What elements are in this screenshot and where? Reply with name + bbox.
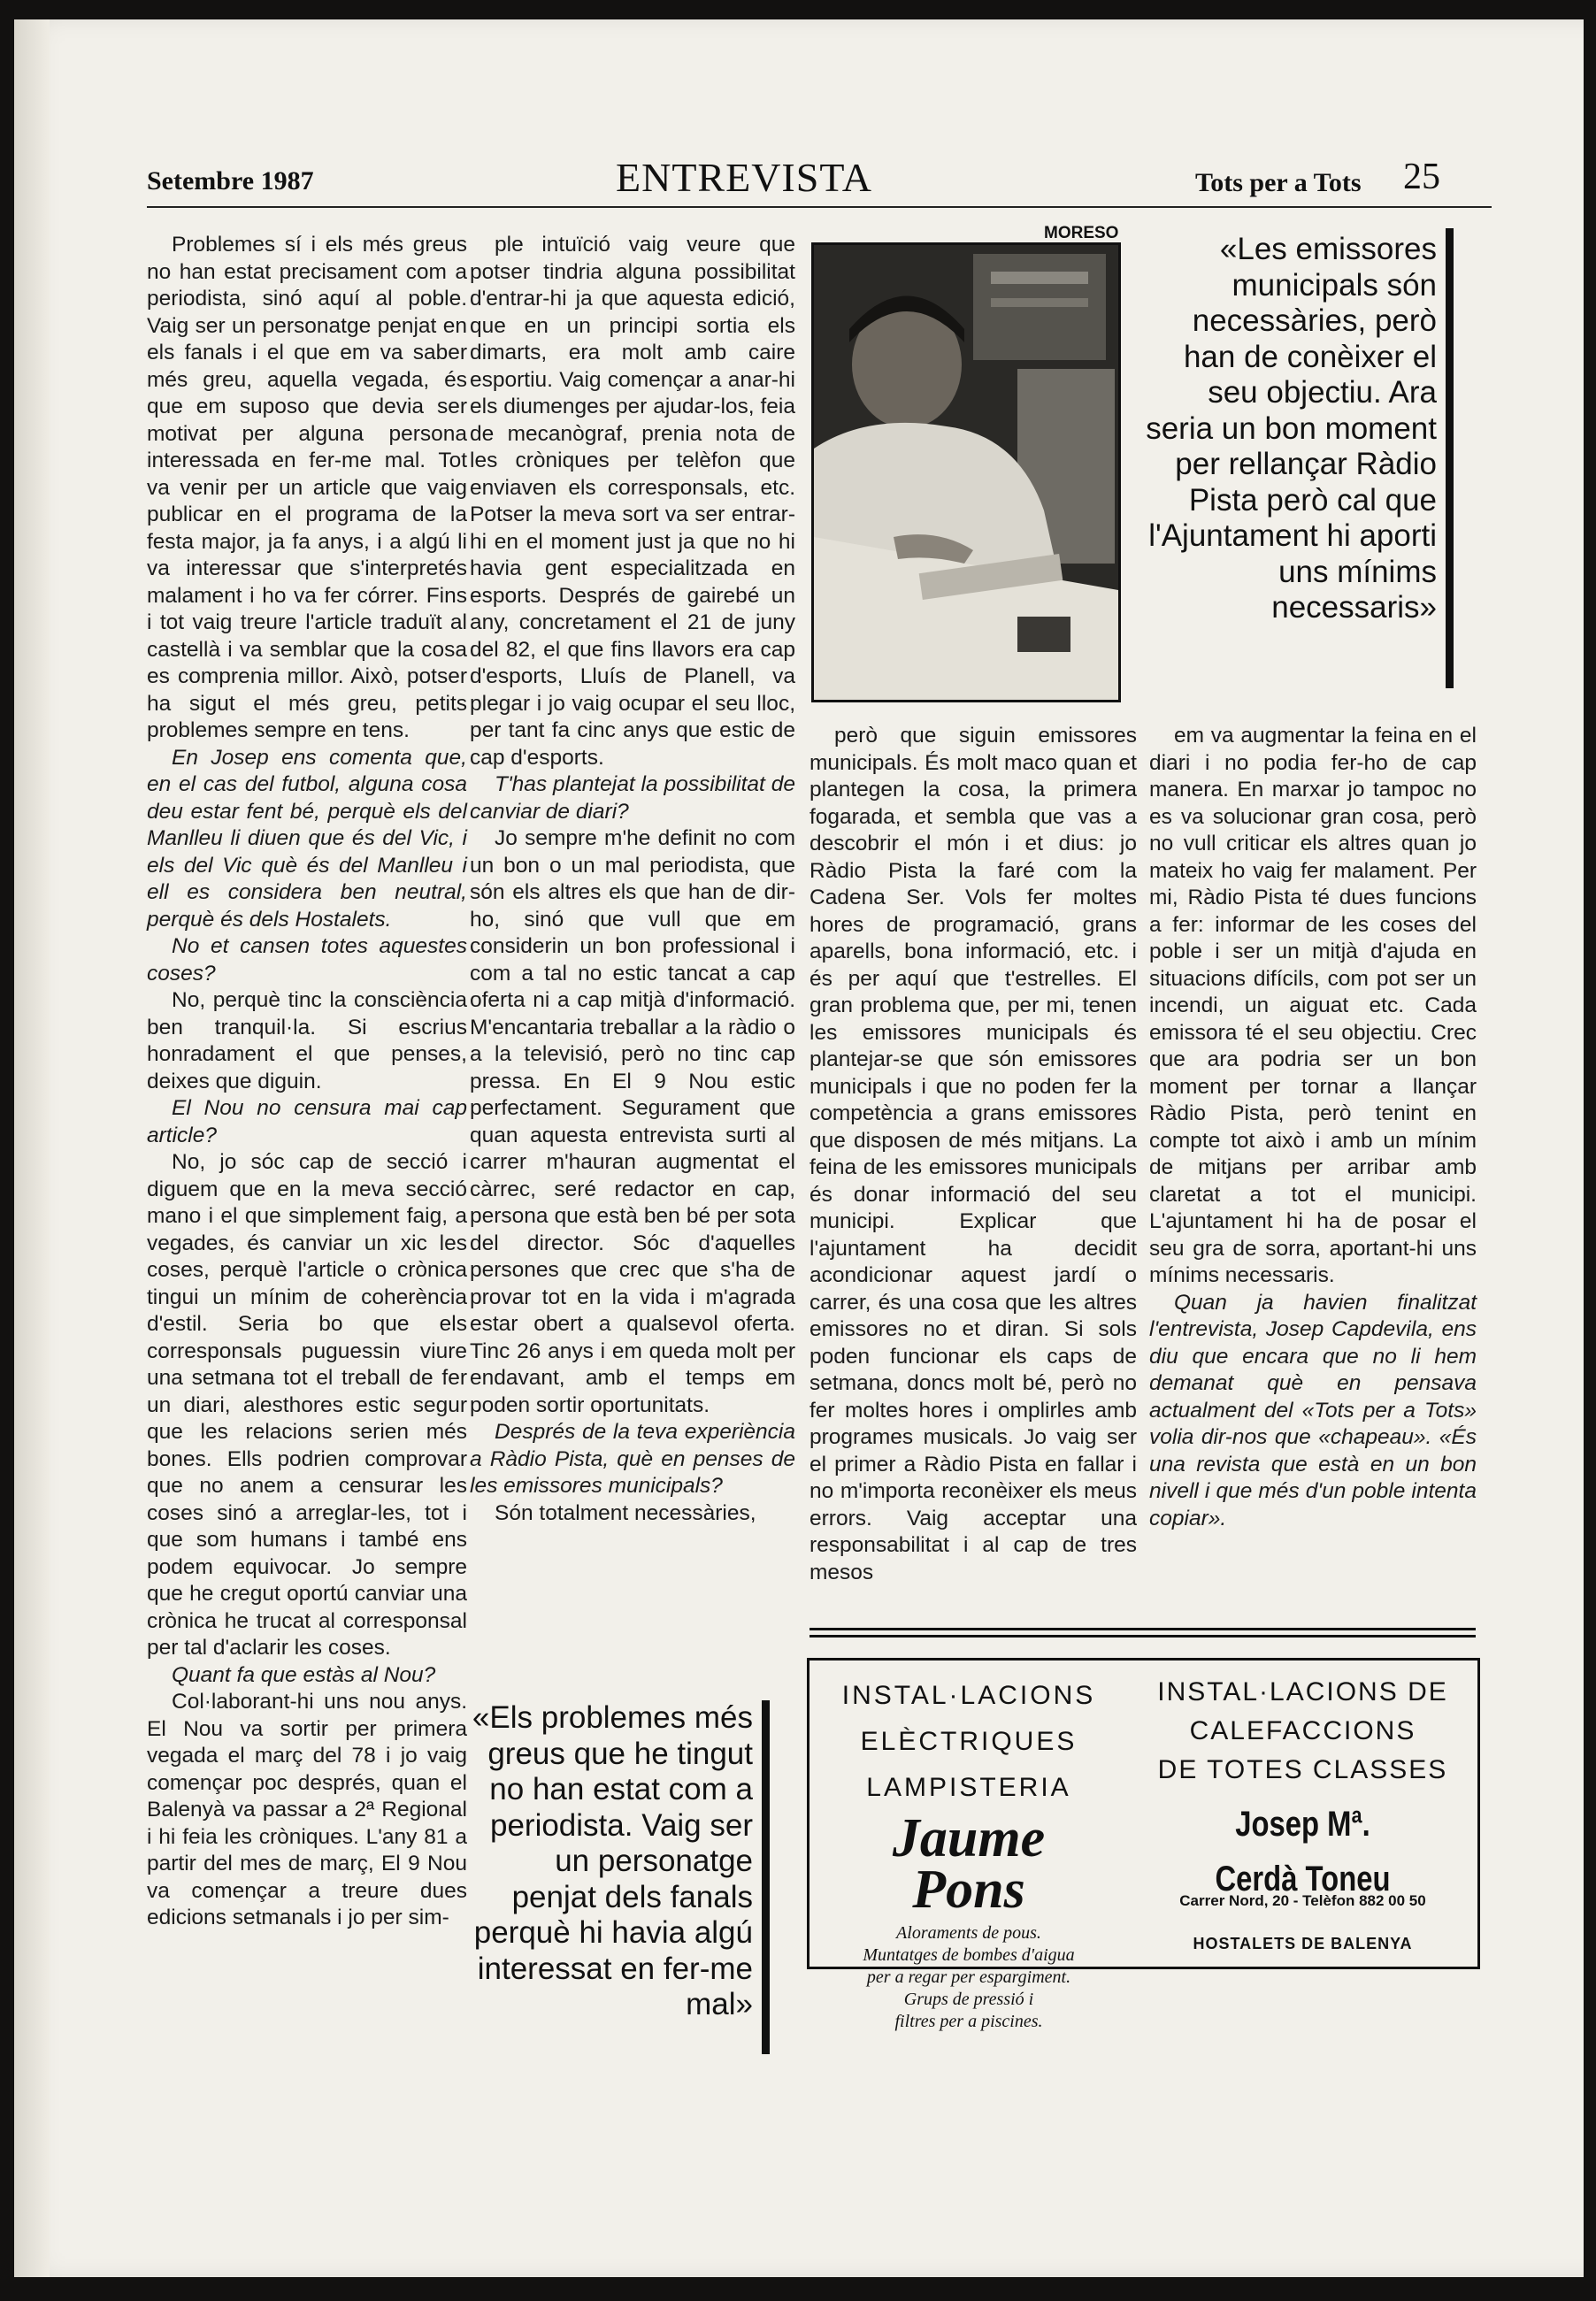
article-paragraph: Jo sempre m'he definit no com un bon o un mal periodista, que són els altres els que han de dir-ho, sinó que vull que em considerin un bon professional i com a tal no estic tancat a cap oferta ni a cap mitjà d'informació. M'encantaria treballar a la ràdio o a la televisió, però no tinc cap pressa. En El 9 Nou estic perfectament. Segurament que quan aquesta entrevista surti al carrer m'hauran augmentat el càrrec, seré redactor en cap, persona que està ben bé per sota del director. Sóc d'aquelles persones que crec que s'ha de provar tot en la vida i m'agrada estar obert a qualsevol oferta. Tinc 26 anys i em queda molt per endavant, amb el temps em poden sortir oportunitats. <box>470 826 795 1417</box>
ad-right-address: Carrer Nord, 20 - Telèfon 882 00 50 <box>1179 1892 1426 1909</box>
ad-left-detail-2: Muntatges de bombes d'aigua <box>863 1945 1075 1965</box>
ad-left-detail-3: per a regar per espargiment. <box>866 1967 1071 1987</box>
page-header <box>147 152 1492 205</box>
pullquote-bottom: «Els problemes més greus que he tingut no han estat com a periodista. Vaig ser un personatge penjat dels fanals perquè hi havia algú interessat en fer-me mal» <box>472 1700 753 2021</box>
page-number: 25 <box>1403 157 1440 197</box>
interview-question: El Nou no censura mai cap article? <box>147 1096 467 1147</box>
article-paragraph: ple intuïció vaig veure que potser tindria alguna possibilitat d'entrar-hi ja que aquesta edició, que en un principi sortia els dimarts, era molt amb caire esportiu. Vaig començar a anar-hi els diumenges per ajudar-los, feia de mecanògraf, prenia nota de les cròniques per telèfon que enviaven els corresponsals, etc. Potser la meva sort va ser entrar-hi en el moment just ja que no hi havia gent especialitzada en esports. Després de gairebé un any, concretament el 21 de juny del 82, el que fins llavors era cap d'esports, Lluís de Planell, va plegar i jo vaig ocupar el seu lloc, per tant fa cinc anys que estic de cap d'esports. <box>470 233 795 770</box>
section-title: ENTREVISTA <box>616 155 872 200</box>
ad-left-line-3: LAMPISTERIA <box>866 1773 1071 1802</box>
interview-question: Després de la teva experiència a Ràdio Pista, què en penses de les emissores municipals? <box>470 1420 795 1498</box>
article-paragraph: No, perquè tinc la consciència ben tranquil·la. Si escrius honradament el que penses, deixes que diguin. <box>147 988 467 1093</box>
advertisement-box <box>807 1658 1480 2031</box>
ad-left-line-2: ELÈCTRIQUES <box>860 1727 1078 1756</box>
interview-photo <box>811 242 1121 702</box>
interview-question: Quan ja havien finalitzat l'entrevista, Josep Capdevila, ens diu que encara que no li hem demanat què en pensava actualment del «Tots per a Tots» volia dir-nos que «chapeau». «És una revista que està en un bon nivell i que més d'un poble intenta copiar». <box>1149 1290 1477 1530</box>
interview-question: T'has plantejat la possibilitat de canviar de diari? <box>470 772 795 824</box>
article-paragraph: Són totalment necessàries, <box>495 1500 756 1525</box>
ad-left-detail-4: Grups de pressió i <box>903 1990 1034 2009</box>
publication-name: Tots per a Tots <box>1195 168 1362 197</box>
photo-credit: MORESO <box>1044 224 1119 242</box>
ad-right-name-1: Josep Mª. <box>1235 1805 1370 1844</box>
ad-right-line-2: CALEFACCIONS <box>1189 1716 1416 1745</box>
pullquote-bottom-bar <box>762 1700 770 2054</box>
header-rule <box>147 206 1492 208</box>
ad-right-name-2: Cerdà Toneu <box>1215 1860 1391 1898</box>
ad-right-line-3: DE TOTES CLASSES <box>1157 1755 1448 1784</box>
ad-left-detail-1: Aloraments de pous. <box>896 1923 1041 1943</box>
issue-date: Setembre 1987 <box>147 166 314 196</box>
ad-left-detail-5: filtres per a piscines. <box>894 2012 1043 2031</box>
article-column-4 <box>1149 723 1477 1532</box>
interview-question: Quant fa que estàs al Nou? <box>172 1662 436 1687</box>
article-paragraph: Col·laborant-hi uns nou anys. El Nou va sortir per primera vegada el març del 78 i jo vaig començar poc després, quan el Balenyà va passar a 2ª Regional i hi feia les cròniques. L'any 81 a partir del mes de març, El 9 Nou va començar a treure dues edicions setmanals i jo per sim- <box>147 1690 467 1929</box>
article-paragraph: em va augmentar la feina en el diari i no podia fer-ho de cap manera. En marxar jo tampoc no es va solucionar gran cosa, però no vull criticar els altres quan jo mateix ho vaig fer malament. Per mi, Ràdio Pista té dues funcions a fer: informar de les coses del poble i ser un mitjà d'ajuda en situacions difícils, com pot ser un incendi, un aiguat etc. Cada emissora té el seu objectiu. Crec que ara podria ser un bon moment per tornar a llançar Ràdio Pista, però tenint en compte tot això i amb un mínim de mitjans per arribar amb claretat a tot el municipi. L'ajuntament hi ha de posar el seu gra de sorra, aportant-hi uns mínims necessaris. <box>1149 724 1477 1287</box>
pullquote-top-bar <box>1446 228 1454 688</box>
ad-jaume-pons <box>810 1661 1128 2031</box>
interview-question: No et cansen totes aquestes coses? <box>147 934 467 986</box>
magazine-page <box>14 19 1584 2277</box>
ad-left-name-1: Jaume <box>892 1808 1046 1868</box>
photo-illustration <box>814 245 1118 700</box>
article-column-2 <box>470 232 795 1527</box>
ad-right-line-1: INSTAL·LACIONS DE <box>1157 1677 1448 1707</box>
article-paragraph: No, jo sóc cap de secció i diguem que en la meva secció mano i el que simplement faig, a vegades, és canviar un xic les coses, perquè l'article o crònica tingui un mínim de coherència d'estil. Seria bo que els corresponsals puguessin viure una setmana tot el treball de fer un diari, alesthores estic segur que les relacions serien més bones. Ells podrien comprovar que no anem a censurar les coses sinó a arreglar-les, tot i que som humans i també ens podem equivocar. Jo sempre que he cregut oportú canviar una crònica he trucat al corresponsal per tal d'aclarir les coses. <box>147 1150 467 1660</box>
article-paragraph: però que siguin emissores municipals. És molt maco quan et plantegen la cosa, la primera fogarada, et sembla que vas a descobrir el món i et dius: jo Ràdio Pista la faré com la Cadena Ser. Vols fer moltes hores de programació, grans aparells, bona informació, etc. i és per aquí que t'estrelles. El gran problema que, per mi, tenen les emissores municipals és plantejar-se que són emissores municipals i que no poden fer la competència a grans emissores que disposen de més mitjans. La feina de les emissores municipals és donar informació del seu municipi. Explicar que l'ajuntament ha decidit acondicionar aquest jardí o carrer, és una cosa que les altres emissores no et diran. Si sols poden funcionar els caps de setmana, doncs molt bé, però no fer moltes hores i omplirles amb programes musicals. Jo vaig ser el primer a Ràdio Pista en fallar i no m'importa reconèixer els meus errors. Vaig acceptar una responsabilitat i al cap de tres mesos <box>810 724 1137 1584</box>
ad-left-line-1: INSTAL·LACIONS <box>841 1681 1096 1710</box>
pullquote-top: «Les emissores municipals són necessàries, però han de conèixer el seu objectiu. Ara seria un bon moment per rellançar Ràdio Pista però cal que l'Ajuntament hi aporti uns mínims necessaris» <box>1146 232 1437 625</box>
article-column-3 <box>810 723 1137 1586</box>
page-spine-shadow <box>14 19 50 2277</box>
interview-question: En Josep ens comenta que, en el cas del futbol, alguna cosa deu estar fent bé, perquè els del Manlleu li diuen que és del Vic, i els del Vic què és del Manlleu i ell es considera ben neutral, perquè és dels Hostalets. <box>147 745 467 932</box>
ad-cerda-toneu <box>1128 1661 1477 1967</box>
ad-left-name-2: Pons <box>912 1860 1025 1920</box>
article-column-1 <box>147 232 467 1932</box>
ad-right-town: HOSTALETS DE BALENYA <box>1193 1935 1413 1952</box>
ad-top-rules <box>810 1628 1476 1642</box>
article-paragraph: Problemes sí i els més greus no han estat precisament com a periodista, sinó aquí al poble. Vaig ser un personatge penjat en els fanals i el que em va saber més greu, aquella vegada, és que em suposo que devia ser motivat per alguna persona interessada en fer-me mal. Tot va venir per un article que vaig publicar en el programa de la festa major, ja fa anys, i a algú li va interessar que s'interpretés malament i ho va fer córrer. Fins i tot vaig treure l'article traduït al castellà i va semblar que la cosa es comprenia millor. Això, potser ha sigut el més greu, petits problemes sempre en tens. <box>147 233 467 742</box>
